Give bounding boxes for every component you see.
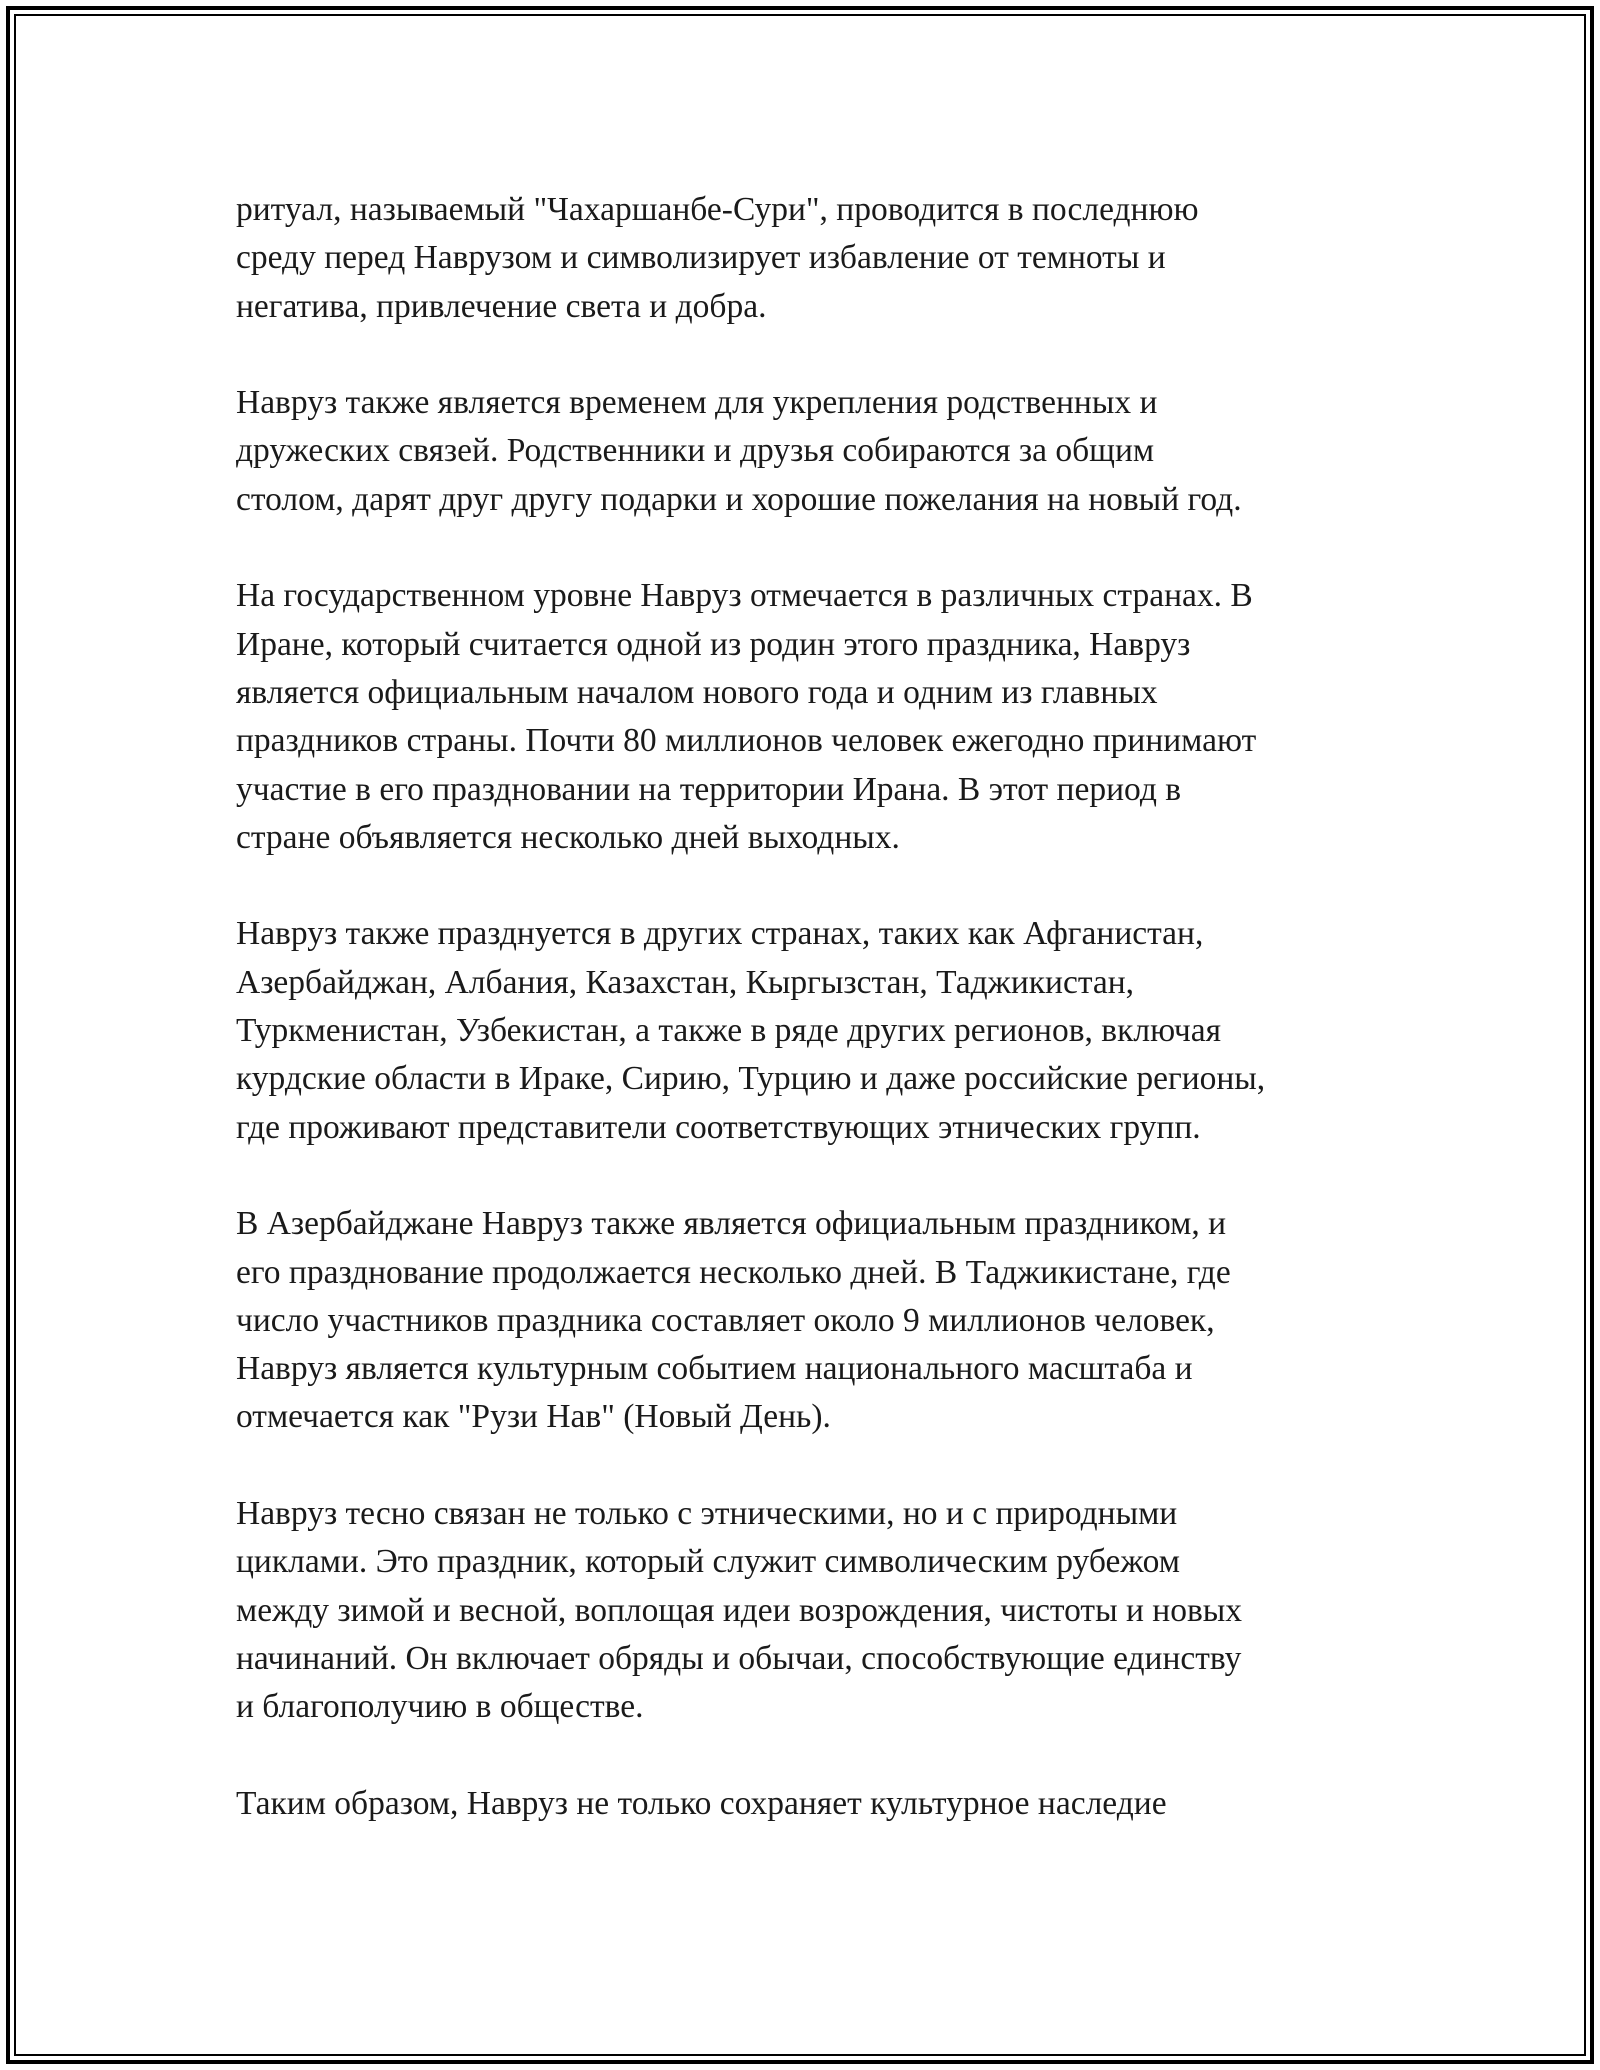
paragraph-gap (236, 331, 1386, 379)
paragraph-gap (236, 862, 1386, 910)
paragraph-azerbaijan-tajikistan (236, 1200, 1386, 1441)
paragraph-nature-cycles (236, 1490, 1386, 1731)
text-line: число участников праздника составляет около 9 миллионов человек, (236, 1301, 1215, 1339)
text-line: его празднование продолжается несколько дней. В Таджикистане, где (236, 1253, 1231, 1291)
text-line: ритуал, называемый "Чахаршанбе-Сури", проводится в последнюю (236, 191, 1199, 228)
paragraph-gap (236, 1152, 1386, 1200)
paragraph-chaharshanbe (236, 186, 1386, 331)
text-line: между зимой и весной, воплощая идеи возрождения, чистоты и новых (236, 1591, 1243, 1629)
text-line: В Азербайджане Навруз также является официальным праздником, и (236, 1205, 1227, 1243)
text-line: На государственном уровне Навруз отмечается в различных странах. В (236, 577, 1253, 615)
text-line: негатива, привлечение света и добра. (236, 287, 767, 325)
text-line: курдские области в Ираке, Сирию, Турцию и даже российские регионы, (236, 1060, 1266, 1098)
text-line: праздников страны. Почти 80 миллионов человек ежегодно принимают (236, 722, 1257, 760)
text-line: и благополучию в обществе. (236, 1688, 644, 1726)
paragraph-state-level (236, 572, 1386, 862)
text-line: Навруз тесно связан не только с этническими, но и с природными (236, 1495, 1178, 1533)
text-line: столом, дарят друг другу подарки и хорошие пожелания на новый год. (236, 480, 1242, 518)
text-line: циклами. Это праздник, который служит символическим рубежом (236, 1543, 1180, 1581)
text-line: где проживают представители соответствующих этнических групп. (236, 1108, 1201, 1146)
text-line: Навруз также является временем для укрепления родственных и (236, 384, 1158, 422)
paragraph-gap (236, 524, 1386, 572)
paragraph-family-ties (236, 379, 1386, 524)
text-line: Таким образом, Навруз не только сохраняет культурное наследие (236, 1784, 1167, 1822)
text-line: отмечается как "Рузи Нав" (Новый День). (236, 1398, 831, 1436)
text-line: Азербайджан, Албания, Казахстан, Кыргызстан, Таджикистан, (236, 963, 1135, 1001)
text-line: участие в его праздновании на территории Ирана. В этот период в (236, 770, 1182, 808)
text-line: Туркменистан, Узбекистан, а также в ряде других регионов, включая (236, 1012, 1221, 1050)
text-line: стране объявляется несколько дней выходных. (236, 818, 900, 856)
paragraph-gap (236, 1732, 1386, 1780)
paragraph-gap (236, 1442, 1386, 1490)
text-line: Навруз является культурным событием национального масштаба и (236, 1350, 1193, 1388)
text-line: Иране, который считается одной из родин этого праздника, Навруз (236, 625, 1191, 663)
text-line: дружеских связей. Родственники и друзья собираются за общим (236, 432, 1155, 470)
text-line: среду перед Наврузом и символизирует избавление от темноты и (236, 239, 1166, 277)
text-line: является официальным началом нового года и одним из главных (236, 673, 1158, 711)
paragraph-conclusion (236, 1780, 1386, 1828)
text-line: начинаний. Он включает обряды и обычаи, способствующие единству (236, 1639, 1242, 1677)
text-line: Навруз также празднуется в других странах, таких как Афганистан, (236, 915, 1204, 953)
paragraph-other-countries (236, 910, 1386, 1151)
document-body (236, 186, 1386, 1828)
